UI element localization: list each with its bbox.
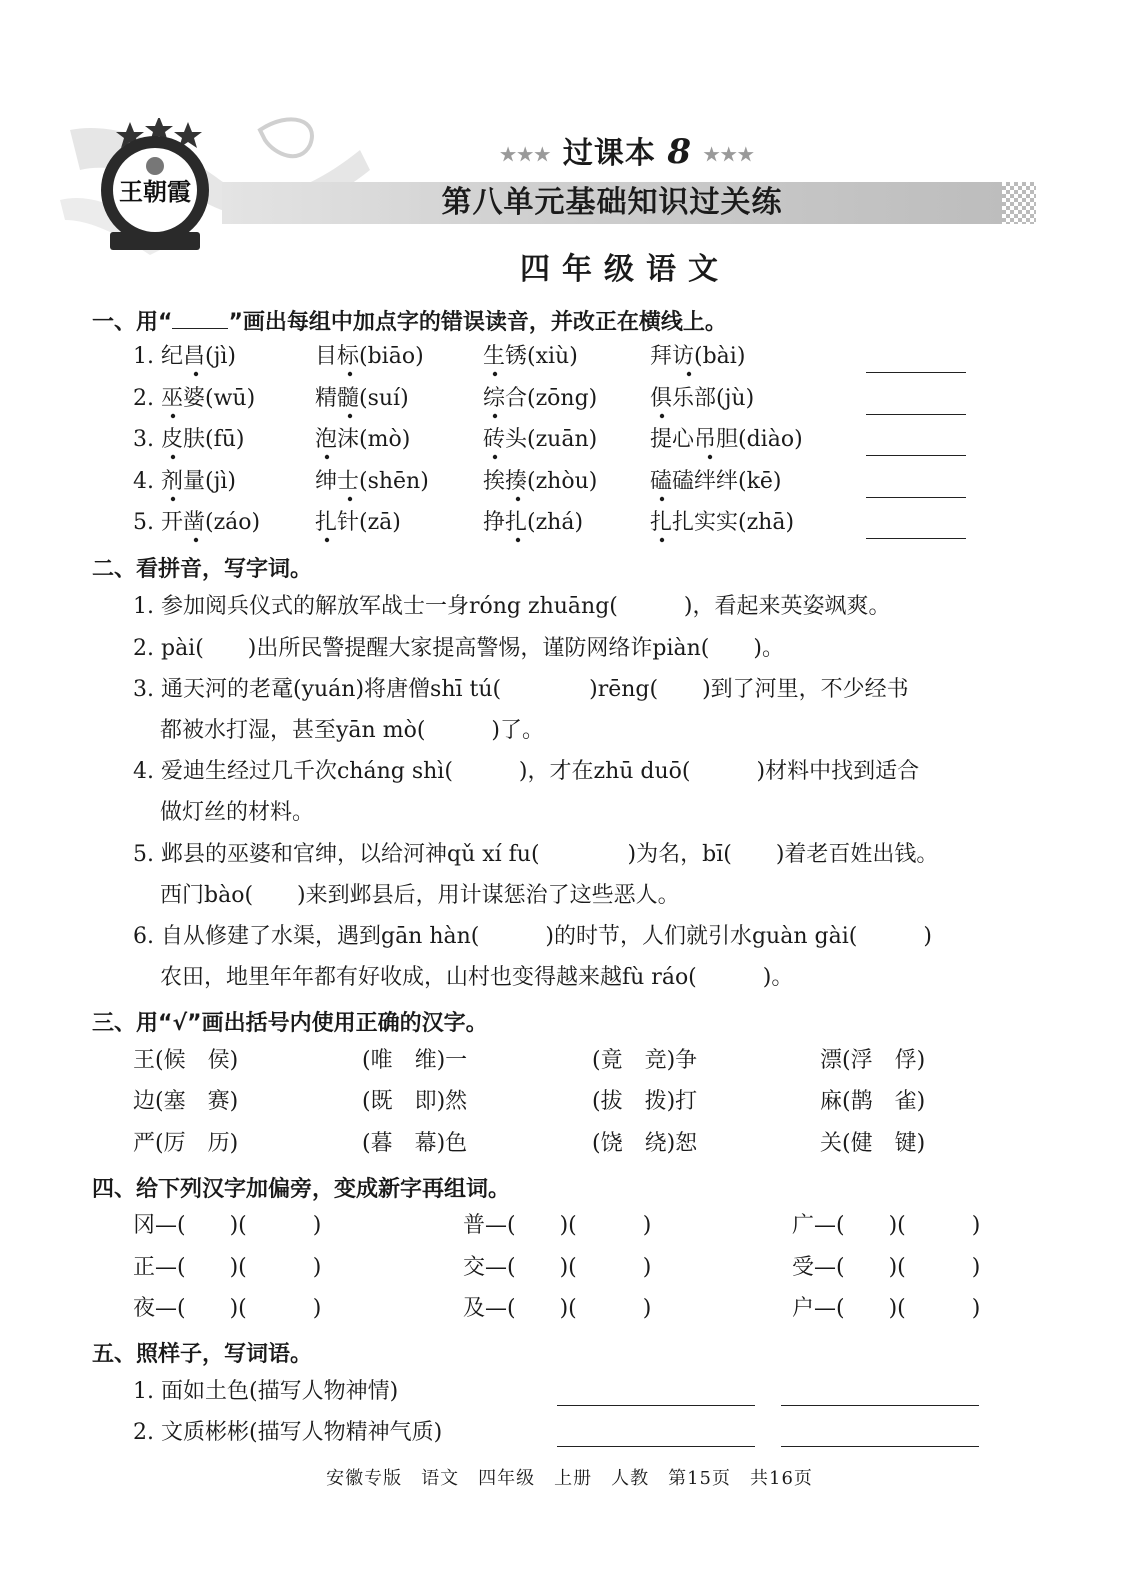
emphasis-dots xyxy=(0,0,1139,560)
section-2-title: 二、看拼音，写字词。 xyxy=(92,557,313,582)
answer-line[interactable] xyxy=(781,1446,979,1447)
page-footer: 安徽专版 语文 四年级 上册 人教 第15页 共16页 xyxy=(326,1468,813,1489)
s2-line: 5. 邺县的巫婆和官绅，以给河神qǔ xí fu( )为名，bī( )着老百姓出钱。 xyxy=(133,842,939,867)
s2-line: 农田，地里年年都有好收成，山村也变得越来越fù ráo( )。 xyxy=(160,965,794,990)
s1-item: 1. 纪昌(jì) xyxy=(133,344,237,369)
answer-line[interactable] xyxy=(557,1405,755,1406)
s1-item: 提心吊胆(diào) xyxy=(650,427,803,452)
s3-item[interactable]: (既 即)然 xyxy=(362,1089,468,1114)
s5-line: 1. 面如土色(描写人物神情) xyxy=(133,1379,399,1404)
series-number: 8 xyxy=(667,132,692,172)
s1-item: 综合(zōng) xyxy=(483,386,598,411)
s1-item: 扎针(zā) xyxy=(315,510,401,535)
s2-line: 6. 自从修建了水渠，遇到gān hàn( )的时节，人们就引水guàn gài( ) xyxy=(133,924,932,949)
unit-title: 第八单元基础知识过关练 xyxy=(441,185,783,220)
grade-title: 四年级语文 xyxy=(520,252,730,287)
s1-item: 拜访(bài) xyxy=(650,344,746,369)
s4-item[interactable]: 夜—( )( ) xyxy=(133,1296,322,1321)
s4-item[interactable]: 正—( )( ) xyxy=(133,1255,322,1280)
s3-item[interactable]: (暮 幕)色 xyxy=(362,1131,468,1156)
s1-item: 绅士(shēn) xyxy=(315,469,429,494)
s1-item: 挨揍(zhòu) xyxy=(483,469,598,494)
s1-item: 挣扎(zhá) xyxy=(483,510,584,535)
s4-item[interactable]: 普—( )( ) xyxy=(463,1213,652,1238)
answer-line[interactable] xyxy=(781,1405,979,1406)
s4-item[interactable]: 户—( )( ) xyxy=(792,1296,981,1321)
s3-item[interactable]: (饶 绕)恕 xyxy=(592,1131,698,1156)
s3-item[interactable]: (竟 竞)争 xyxy=(592,1048,698,1073)
s4-item[interactable]: 及—( )( ) xyxy=(463,1296,652,1321)
s1-item: 泡沫(mò) xyxy=(315,427,411,452)
s4-item[interactable]: 冈—( )( ) xyxy=(133,1213,322,1238)
section-4-title: 四、给下列汉字加偏旁，变成新字再组词。 xyxy=(92,1177,511,1202)
s1-item: 目标(biāo) xyxy=(315,344,424,369)
section-3-title: 三、用“√”画出括号内使用正确的汉字。 xyxy=(92,1011,488,1036)
s1-item: 生锈(xiù) xyxy=(483,344,578,369)
s1-item: 扎扎实实(zhā) xyxy=(650,510,795,535)
s3-item[interactable]: 麻(鹊 雀) xyxy=(820,1089,926,1114)
s2-line: 1. 参加阅兵仪式的解放军战士一身róng zhuāng( )，看起来英姿飒爽。 xyxy=(133,594,891,619)
section-5-title: 五、照样子，写词语。 xyxy=(92,1342,313,1367)
s3-item[interactable]: 关(健 键) xyxy=(820,1131,926,1156)
s4-item[interactable]: 受—( )( ) xyxy=(792,1255,981,1280)
section-1-title-b: ”画出每组中加点字的错误读音，并改正在横线上。 xyxy=(228,310,727,335)
star-icon: ★★★ xyxy=(703,144,755,166)
section-1-title-a: 一、用“ xyxy=(92,310,173,335)
logo-lettering: 王朝霞 xyxy=(119,177,191,206)
s2-line: 西门bào( )来到邺县后，用计谋惩治了这些恶人。 xyxy=(160,883,680,908)
s1-item: 3. 皮肤(fū) xyxy=(133,427,245,452)
s2-line: 2. pài( )出所民警提醒大家提高警惕，谨防网络诈piàn( )。 xyxy=(133,636,784,661)
s1-item: 精髓(suí) xyxy=(315,386,409,411)
s3-item[interactable]: 王(候 侯) xyxy=(133,1048,239,1073)
series-label: 过课本 xyxy=(562,136,656,171)
s5-line: 2. 文质彬彬(描写人物精神气质) xyxy=(133,1420,443,1445)
s1-item: 砖头(zuān) xyxy=(483,427,598,452)
s2-line: 4. 爱迪生经过几千次cháng shì( )，才在zhū duō( )材料中找到适合 xyxy=(133,759,920,784)
s4-item[interactable]: 交—( )( ) xyxy=(463,1255,652,1280)
s3-item[interactable]: 漂(浮 俘) xyxy=(820,1048,926,1073)
s3-item[interactable]: (拔 拨)打 xyxy=(592,1089,698,1114)
star-icon: ★★★ xyxy=(500,144,552,166)
s2-line: 都被水打湿，甚至yān mò( )了。 xyxy=(160,718,544,743)
s2-line: 3. 通天河的老鼋(yuán)将唐僧shī tú( )rēng( )到了河里，不少经书 xyxy=(133,677,909,702)
s4-item[interactable]: 广—( )( ) xyxy=(792,1213,981,1238)
s3-item[interactable]: 严(厉 历) xyxy=(133,1131,239,1156)
s3-item[interactable]: 边(塞 赛) xyxy=(133,1089,239,1114)
s1-item: 磕磕绊绊(kē) xyxy=(650,469,782,494)
s2-line: 做灯丝的材料。 xyxy=(160,800,315,825)
s1-item: 俱乐部(jù) xyxy=(650,386,755,411)
answer-line[interactable] xyxy=(557,1446,755,1447)
s1-item: 4. 剂量(jì) xyxy=(133,469,237,494)
s3-item[interactable]: (唯 维)一 xyxy=(362,1048,468,1073)
s1-item: 5. 开凿(záo) xyxy=(133,510,261,535)
s1-item: 2. 巫婆(wū) xyxy=(133,386,256,411)
